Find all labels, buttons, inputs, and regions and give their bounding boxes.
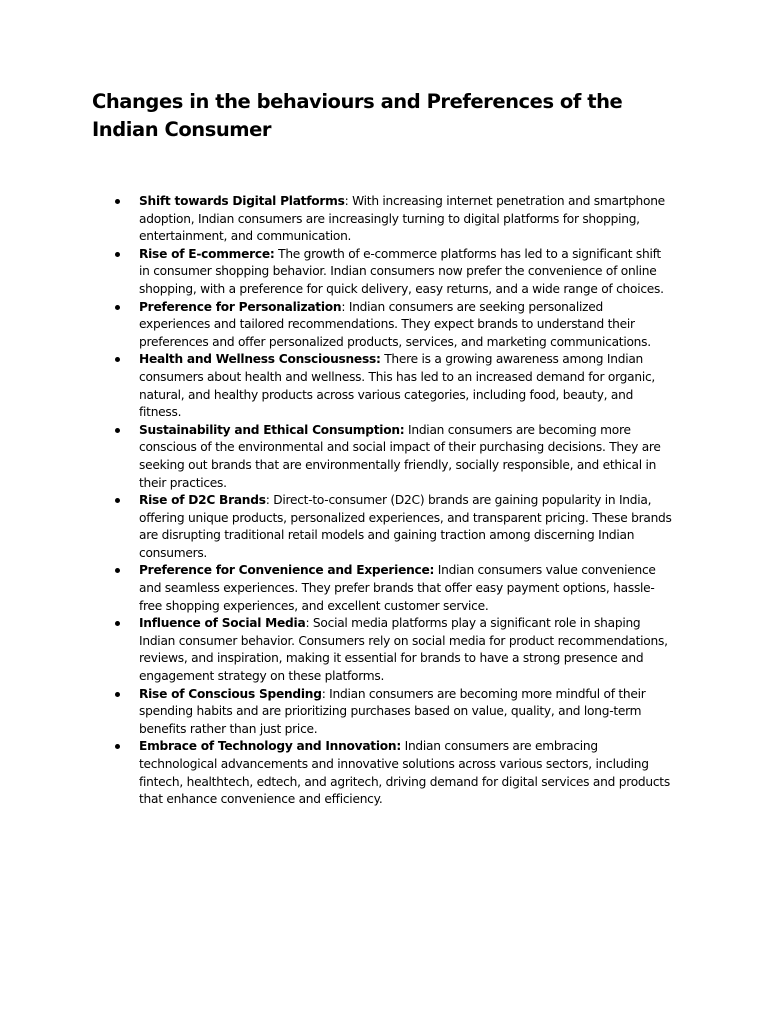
bullet-list — [0, 193, 768, 809]
bullet-term: Influence of Social Media — [139, 616, 306, 631]
bullet-point-icon — [115, 621, 120, 626]
document-title: Changes in the behaviours and Preferences of the Indian Consumer — [92, 90, 623, 141]
list-item — [0, 686, 675, 739]
bullet-separator: : — [344, 194, 353, 208]
bullet-text: Indian consumers value convenience and seamless experiences. They prefer brands that offer easy payment options, hassle-free shopping experiences, and excellent customer service. — [139, 563, 656, 613]
bullet-separator: : — [341, 299, 349, 314]
bullet-text: Indian consumers are becoming more mindful of their spending habits and are prioritizing purchases based on value, quality, and long-term benefits rather than just price. — [139, 686, 646, 736]
bullet-text: Direct-to-consumer (D2C) brands are gaining popularity in India, offering unique products, personalized experiences, and transparent pricing. These brands are disrupting traditional retail models and gaining traction among discerning Indian consumers. — [139, 493, 672, 560]
bullet-term: Shift towards Digital Platforms — [139, 194, 345, 208]
bullet-term: Rise of E-commerce: — [139, 246, 275, 261]
bullet-point-icon — [115, 252, 120, 257]
bullet-separator: : — [321, 686, 330, 701]
bullet-term: Rise of Conscious Spending — [139, 686, 322, 701]
bullet-text: With increasing internet penetration and smartphone adoption, Indian consumers are increasingly turning to digital platforms for shopping, entertainment, and communication. — [139, 194, 665, 244]
bullet-term: Rise of D2C Brands — [139, 493, 266, 508]
list-item — [0, 351, 675, 421]
bullet-separator: : — [305, 616, 313, 631]
bullet-term: Preference for Personalization — [139, 299, 342, 314]
list-item — [0, 492, 675, 562]
list-item — [0, 615, 675, 685]
list-item — [0, 193, 675, 246]
bullet-point-icon — [115, 428, 120, 433]
bullet-point-icon — [115, 568, 120, 573]
bullet-term: Embrace of Technology and Innovation: — [139, 739, 401, 754]
bullet-point-icon — [115, 498, 120, 503]
bullet-point-icon — [115, 305, 120, 310]
bullet-point-icon — [115, 744, 120, 749]
bullet-point-icon — [115, 692, 120, 697]
bullet-text: Indian consumers are embracing technological advancements and innovative solutions across various sectors, including fintech, healthtech, edtech, and agritech, driving demand for digital services and products that enhance convenience and efficiency. — [139, 739, 670, 807]
bullet-text: Indian consumers are seeking personalized experiences and tailored recommendations. They expect brands to understand their preferences and offer personalized products, services, and marketing communications. — [139, 299, 651, 349]
bullet-text: Indian consumers are becoming more conscious of the environmental and social impact of their purchasing decisions. They are seeking out brands that are environmentally friendly, socially responsible, and ethical in their practices. — [139, 422, 661, 490]
bullet-text: There is a growing awareness among Indian consumers about health and wellness. This has led to an increased demand for organic, natural, and healthy products across various categories, including food, beauty, and fitness. — [139, 352, 656, 420]
bullet-term: Preference for Convenience and Experience: — [139, 563, 435, 578]
bullet-text: Social media platforms play a significant role in shaping Indian consumer behavior. Consumers rely on social media for product recommendations, reviews, and inspiration, making it essential for brands to have a strong presence and engagement strategy on these platforms. — [139, 616, 668, 684]
bullet-term: Sustainability and Ethical Consumption: — [139, 422, 405, 437]
list-item — [0, 246, 675, 299]
list-item — [0, 738, 675, 808]
list-item — [0, 562, 675, 615]
bullet-point-icon — [115, 357, 120, 362]
bullet-point-icon — [115, 199, 120, 204]
list-item — [0, 299, 675, 352]
bullet-text: The growth of e-commerce platforms has led to a significant shift in consumer shopping behavior. Indian consumers now prefer the convenience of online shopping, with a preference for quick delivery, easy returns, and a wide range of choices. — [139, 246, 664, 296]
list-item — [0, 422, 675, 492]
bullet-separator: : — [265, 493, 274, 508]
bullet-term: Health and Wellness Consciousness: — [139, 352, 381, 367]
